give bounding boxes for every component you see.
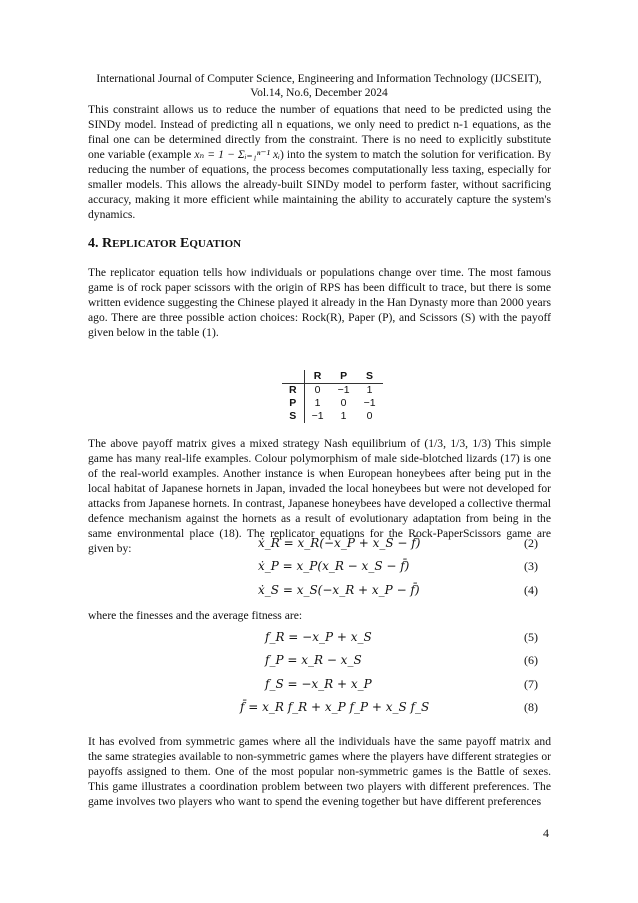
equation-3-rhs: = x_P(x_R − x_S − f̄) (282, 559, 410, 573)
equation-2-lhs: ẋ_R (258, 536, 280, 550)
equation-4-lhs: ẋ_S (258, 583, 279, 597)
equation-4-number: (4) (524, 583, 538, 597)
equation-3 (258, 559, 409, 573)
paragraph-rps-intro: The replicator equation tells how individuals or populations change over time. The most famous game is of rock paper scissors with the origin of RPS has been difficult to trace, but there is some written evidence suggesting the Chinese played it already in the Han Dynasty more than 2000 years ago. There are three possible action choices: Rock(R), Paper (P), and Scissors (S) with the payoff given below in the table (1). (88, 266, 551, 339)
payoff-cell: 0 (340, 397, 347, 409)
payoff-cell: −1 (337, 384, 350, 396)
payoff-col-header: S (357, 370, 383, 384)
page-number: 4 (543, 826, 549, 840)
payoff-cell: 1 (366, 384, 373, 396)
constraint-formula: xₙ = 1 − Σᵢ₌₁ⁿ⁻¹ xᵢ (194, 148, 280, 161)
equation-7-number: (7) (524, 677, 538, 691)
equation-6: f_P = x_R − x_S (265, 653, 362, 667)
equation-5-number: (5) (524, 630, 538, 644)
paragraph-symmetric-games: It has evolved from symmetric games where all the individuals have the same payoff matrix and the same strategies available to non-symmetric games where the players have different strategies or payoffs assigned to them. One of the most popular non-symmetric games is the Battle of sexes. This game illustrates a coordination problem between two players with different preferences. The game involves two players who want to spend the evening together but have different preferences (88, 735, 551, 808)
section-number: 4. (88, 236, 99, 251)
heading-R: R (102, 236, 113, 251)
payoff-row-header: S (282, 410, 304, 423)
equation-5: f_R = −x_P + x_S (265, 630, 372, 644)
equation-2-number: (2) (524, 536, 538, 550)
intro-text-after: ) into the system to match the solution for verification. By reducing the number of equations, the process becomes computationally less taxing, especially for smaller models. This allows the already-built SINDy model to perform faster, without sacrificing accuracy, making it more efficient while maintaining the ability to accurately capture the system's dynamics. (88, 148, 551, 221)
paragraph-payoff-discussion: The above payoff matrix gives a mixed strategy Nash equilibrium of (1/3, 1/3, 1/3) This simple game has many real-life examples. Colour polymorphism of male side-blotched lizards (17) is one of the real-world examples. Another instance is when European honeybees after being put in the local habitat of Japanese hornets in Japan, invaded the local honeybees but were not developed for attacks from Japanese hornets. In contrast, Japanese honeybees have developed a collective thermal defence mechanism against the hornets as a result of evolutionary adaptation from being in the same environmental place (18). The replicator equations for the Rock-PaperScissors game are given by: (88, 437, 551, 555)
equation-2 (258, 536, 420, 550)
payoff-cell: 0 (314, 384, 321, 396)
payoff-col-header: P (331, 370, 357, 384)
equation-3-lhs: ẋ_P (258, 559, 279, 573)
equation-3-number: (3) (524, 559, 538, 573)
intro-paragraph (88, 102, 551, 222)
equation-6-number: (6) (524, 653, 538, 667)
payoff-cell: 0 (366, 410, 373, 422)
payoff-cell: −1 (311, 410, 324, 422)
payoff-table (282, 370, 383, 423)
section-heading (88, 236, 241, 252)
equation-4 (258, 583, 420, 597)
payoff-row-header: R (282, 384, 304, 398)
payoff-col-header: R (304, 370, 330, 384)
journal-header-line1: International Journal of Computer Science, Engineering and Information Technology (IJCSEIT), (96, 73, 542, 85)
payoff-row (282, 410, 383, 423)
journal-header-line2: Vol.14, No.6, December 2024 (250, 87, 388, 99)
equation-2-rhs: = x_R(−x_P + x_S − f̄) (283, 536, 421, 550)
equation-8: f̄ = x_R f_R + x_P f_P + x_S f_S (240, 700, 430, 714)
equation-8-number: (8) (524, 700, 538, 714)
intro-text-before: This constraint allows us to reduce the number of equations that need to be predicted using the SINDy model. Instead of predicting all n equations, we only need to predict n-1 equations, as the final one can be determined directly from the constraint. There is no need to explicitly substitute one variable (example (88, 103, 551, 161)
payoff-cell: −1 (363, 397, 376, 409)
heading-rest2: QUATION (189, 238, 242, 250)
payoff-row-header: P (282, 397, 304, 410)
equation-4-rhs: = x_S(−x_R + x_P − f̄) (282, 583, 420, 597)
equation-7: f_S = −x_R + x_P (265, 677, 372, 691)
fitness-intro: where the finesses and the average fitness are: (88, 609, 303, 622)
payoff-cell: 1 (340, 410, 347, 422)
payoff-table-corner (282, 370, 304, 384)
journal-header (0, 72, 638, 100)
heading-rest1: EPLICATOR (112, 238, 177, 250)
payoff-cell: 1 (314, 397, 321, 409)
heading-E: E (180, 236, 190, 251)
payoff-row (282, 397, 383, 410)
payoff-row (282, 384, 383, 398)
